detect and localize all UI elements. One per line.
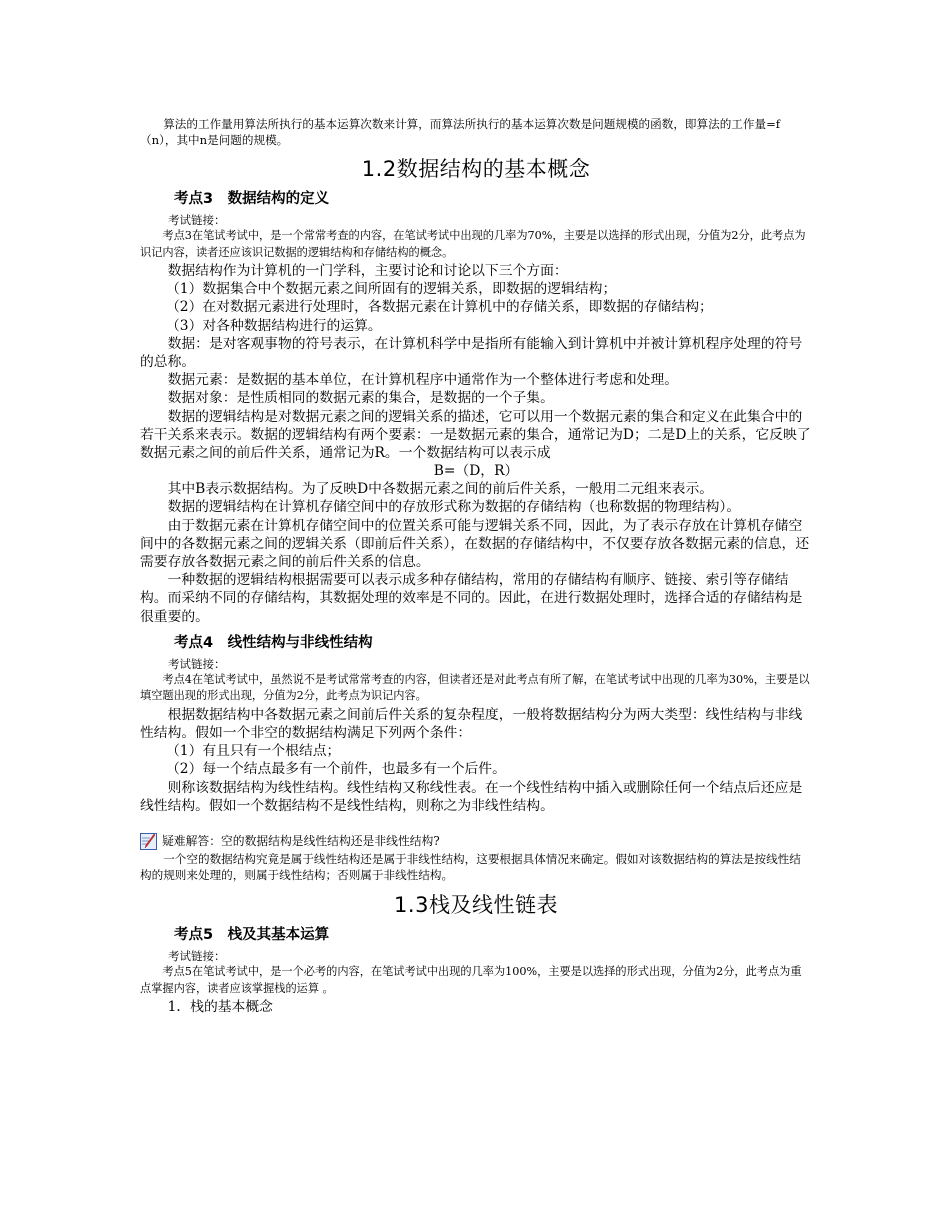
point3-paragraph-4: 数据对象：是性质相同的数据元素的集合，是数据的一个子集。 xyxy=(167,390,554,407)
formula: B=（D，R） xyxy=(433,463,519,480)
point3-paragraph-1: 数据结构作为计算机的一门学科，主要讨论和讨论以下三个方面： xyxy=(167,263,568,279)
section-1-2-title: 1.2数据结构的基本概念 xyxy=(361,157,591,181)
point3-list-item-2: （2）在对数据元素进行处理时，各数据元素在计算机中的存储关系，即数据的存储结构； xyxy=(166,299,713,316)
point4-heading: 考点4 线性结构与非线性结构 xyxy=(174,634,373,651)
qa-question-row xyxy=(140,832,812,850)
point3-exam-link-label: 考试链接： xyxy=(168,213,226,227)
qa-answer-text: 一个空的数据结构究竟是属于线性结构还是属于非线性结构，这要根据具体情况来确定。假如对该数据结构的算法是按线性结构的规则来处理的，则属于线性结构；否则属于非线性结构。 xyxy=(140,852,801,883)
point5-exam-link-text: 考点5在笔试考试中，是一个必考的内容，在笔试考试中出现的几率为100%，主要是以选择的形式出现，分值为2分，此考点为重点掌握内容，读者应该掌握栈的运算 。 xyxy=(140,965,802,995)
point3-list-item-1: （1）数据集合中个数据元素之间所固有的逻辑关系，即数据的逻辑结构； xyxy=(166,281,617,298)
point4-exam-link-text: 考点4在笔试考试中，虽然说不是考试常常考查的内容，但读者还是对此考点有所了解，在笔试考试中出现的几率为30%，主要是以填空题出现的形式出现，分值为2分，此考点为识记内容。 xyxy=(140,672,810,703)
point4-paragraph-2: 则称该数据结构为线性结构。线性结构又称线性表。在一个线性结构中插入或删除任何一个结点后还应是线性结构。假如一个数据结构不是线性结构，则称之为非线性结构。 xyxy=(140,779,803,814)
point4-list-item-2: （2）每一个结点最多有一个前件，也最多有一个后件。 xyxy=(166,761,506,778)
qa-question-text: 疑难解答：空的数据结构是线性结构还是非线性结构? xyxy=(162,834,440,849)
point4-exam-link-label: 考试链接： xyxy=(168,656,226,671)
point3-paragraph-5: 数据的逻辑结构是对数据元素之间的逻辑关系的描述，它可以用一个数据元素的集合和定义在此集合中的若干关系来表示。数据的逻辑结构有两个要素：一是数据元素的集合，通常记为D；二是D上的关系，它反映了数据元素之间的前后件关系，通常记为R。一个数据结构可以表示成 xyxy=(140,408,811,462)
section-1-3-title: 1.3栈及线性链表 xyxy=(394,893,558,918)
intro-paragraph: 算法的工作量用算法所执行的基本运算次数来计算，而算法所执行的基本运算次数是问题规模的函数，即算法的工作量=f（n），其中n是问题的规模。 xyxy=(140,117,781,147)
point3-paragraph-3: 数据元素：是数据的基本单位，在计算机程序中通常作为一个整体进行考虑和处理。 xyxy=(167,372,679,389)
point3-paragraph-2: 数据：是对客观事物的符号表示，在计算机科学中是指所有能输入到计算机中并被计算机程序处理的符号的总称。 xyxy=(140,335,803,371)
point5-item-1: 1．栈的基本概念 xyxy=(167,999,273,1016)
point3-paragraph-7: 数据的逻辑结构在计算机存储空间中的存放形式称为数据的存储结构（也称数据的物理结构）。 xyxy=(167,499,741,516)
notepad-pencil-icon xyxy=(140,833,157,850)
point3-exam-link-text: 考点3在笔试考试中，是一个常常考查的内容，在笔试考试中出现的几率为70%，主要是以选择的形式出现，分值为2分，此考点为识记内容，读者还应该识记数据的逻辑结构和存储结构的概念。 xyxy=(140,229,806,259)
point4-paragraph-1: 根据数据结构中各数据元素之间前后件关系的复杂程度，一般将数据结构分为两大类型：线性结构与非线性结构。假如一个非空的数据结构满足下列两个条件： xyxy=(140,706,803,742)
point3-paragraph-9: 一种数据的逻辑结构根据需要可以表示成多种存储结构，常用的存储结构有顺序、链接、索引等存储结构。而采纳不同的存储结构，其数据处理的效率是不同的。因此，在进行数据处理时，选择合适的存储结构是很重要的。 xyxy=(140,572,803,625)
point3-paragraph-6: 其中B表示数据结构。为了反映D中各数据元素之间的前后件关系，一般用二元组来表示。 xyxy=(167,481,714,498)
point5-exam-link-label: 考试链接： xyxy=(168,949,226,964)
point5-heading: 考点5 栈及其基本运算 xyxy=(174,927,330,944)
document-page xyxy=(140,0,812,1016)
point3-paragraph-8: 由于数据元素在计算机存储空间中的位置关系可能与逻辑关系不同，因此，为了表示存放在计算机存储空间中的各数据元素之间的逻辑关系（即前后件关系），在数据的存储结构中，不仅要存放各数据元素的信息，还需要存放各数据元素之间的前后件关系的信息。 xyxy=(140,517,810,571)
point4-list-item-1: （1）有且只有一个根结点； xyxy=(166,743,341,760)
point3-list-item-3: （3）对各种数据结构进行的运算。 xyxy=(166,317,382,334)
point3-heading: 考点3 数据结构的定义 xyxy=(174,191,330,207)
